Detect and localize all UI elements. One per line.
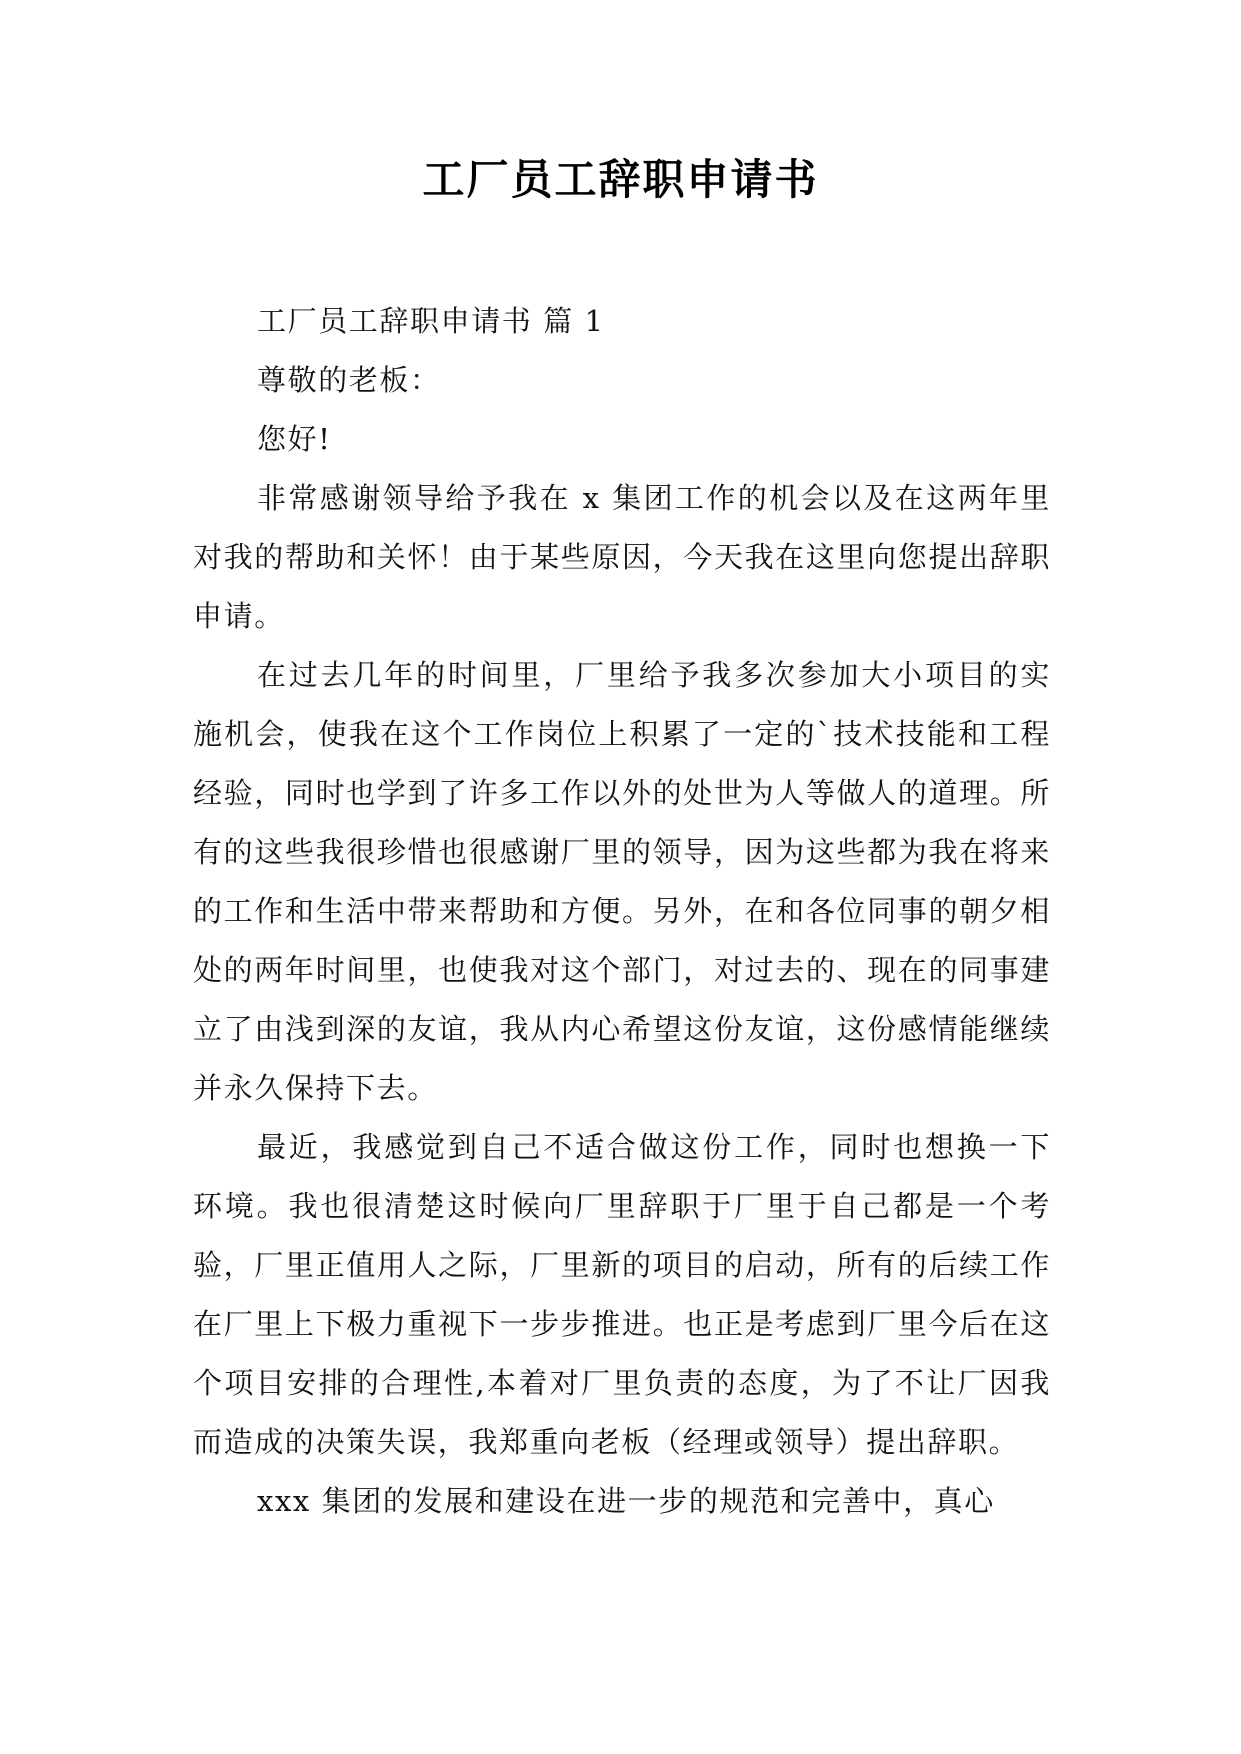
paragraph: 最近，我感觉到自己不适合做这份工作，同时也想换一下环境。我也很清楚这时候向厂里辞职于厂里于自己都是一个考验，厂里正值用人之际，厂里新的项目的启动，所有的后续工作在厂里上下极力重视下一步步推进。也正是考虑到厂里今后在这个项目安排的合理性,本着对厂里负责的态度，为了不让厂因我而造成的决策失误，我郑重向老板（经理或领导）提出辞职。 xyxy=(193,1130,1051,1459)
document-body xyxy=(193,292,1051,1531)
salutation: 尊敬的老板： xyxy=(257,363,441,397)
document-title: 工厂员工辞职申请书 xyxy=(422,155,819,204)
paragraph: 在过去几年的时间里，厂里给予我多次参加大小项目的实施机会，使我在这个工作岗位上积累了一定的`技术技能和工程经验，同时也学到了许多工作以外的处世为人等做人的道理。所有的这些我很珍惜也很感谢厂里的领导，因为这些都为我在将来的工作和生活中带来帮助和方便。另外，在和各位同事的朝夕相处的两年时间里，也使我对这个部门，对过去的、现在的同事建立了由浅到深的友谊，我从内心希望这份友谊，这份感情能继续并永久保持下去。 xyxy=(193,658,1051,1105)
greeting: 您好! xyxy=(257,422,332,456)
paragraph: 非常感谢领导给予我在 x 集团工作的机会以及在这两年里对我的帮助和关怀！由于某些原因，今天我在这里向您提出辞职申请。 xyxy=(193,481,1051,633)
section-heading: 工厂员工辞职申请书 篇 1 xyxy=(257,304,605,338)
paragraph: xxx 集团的发展和建设在进一步的规范和完善中，真心 xyxy=(257,1484,995,1518)
